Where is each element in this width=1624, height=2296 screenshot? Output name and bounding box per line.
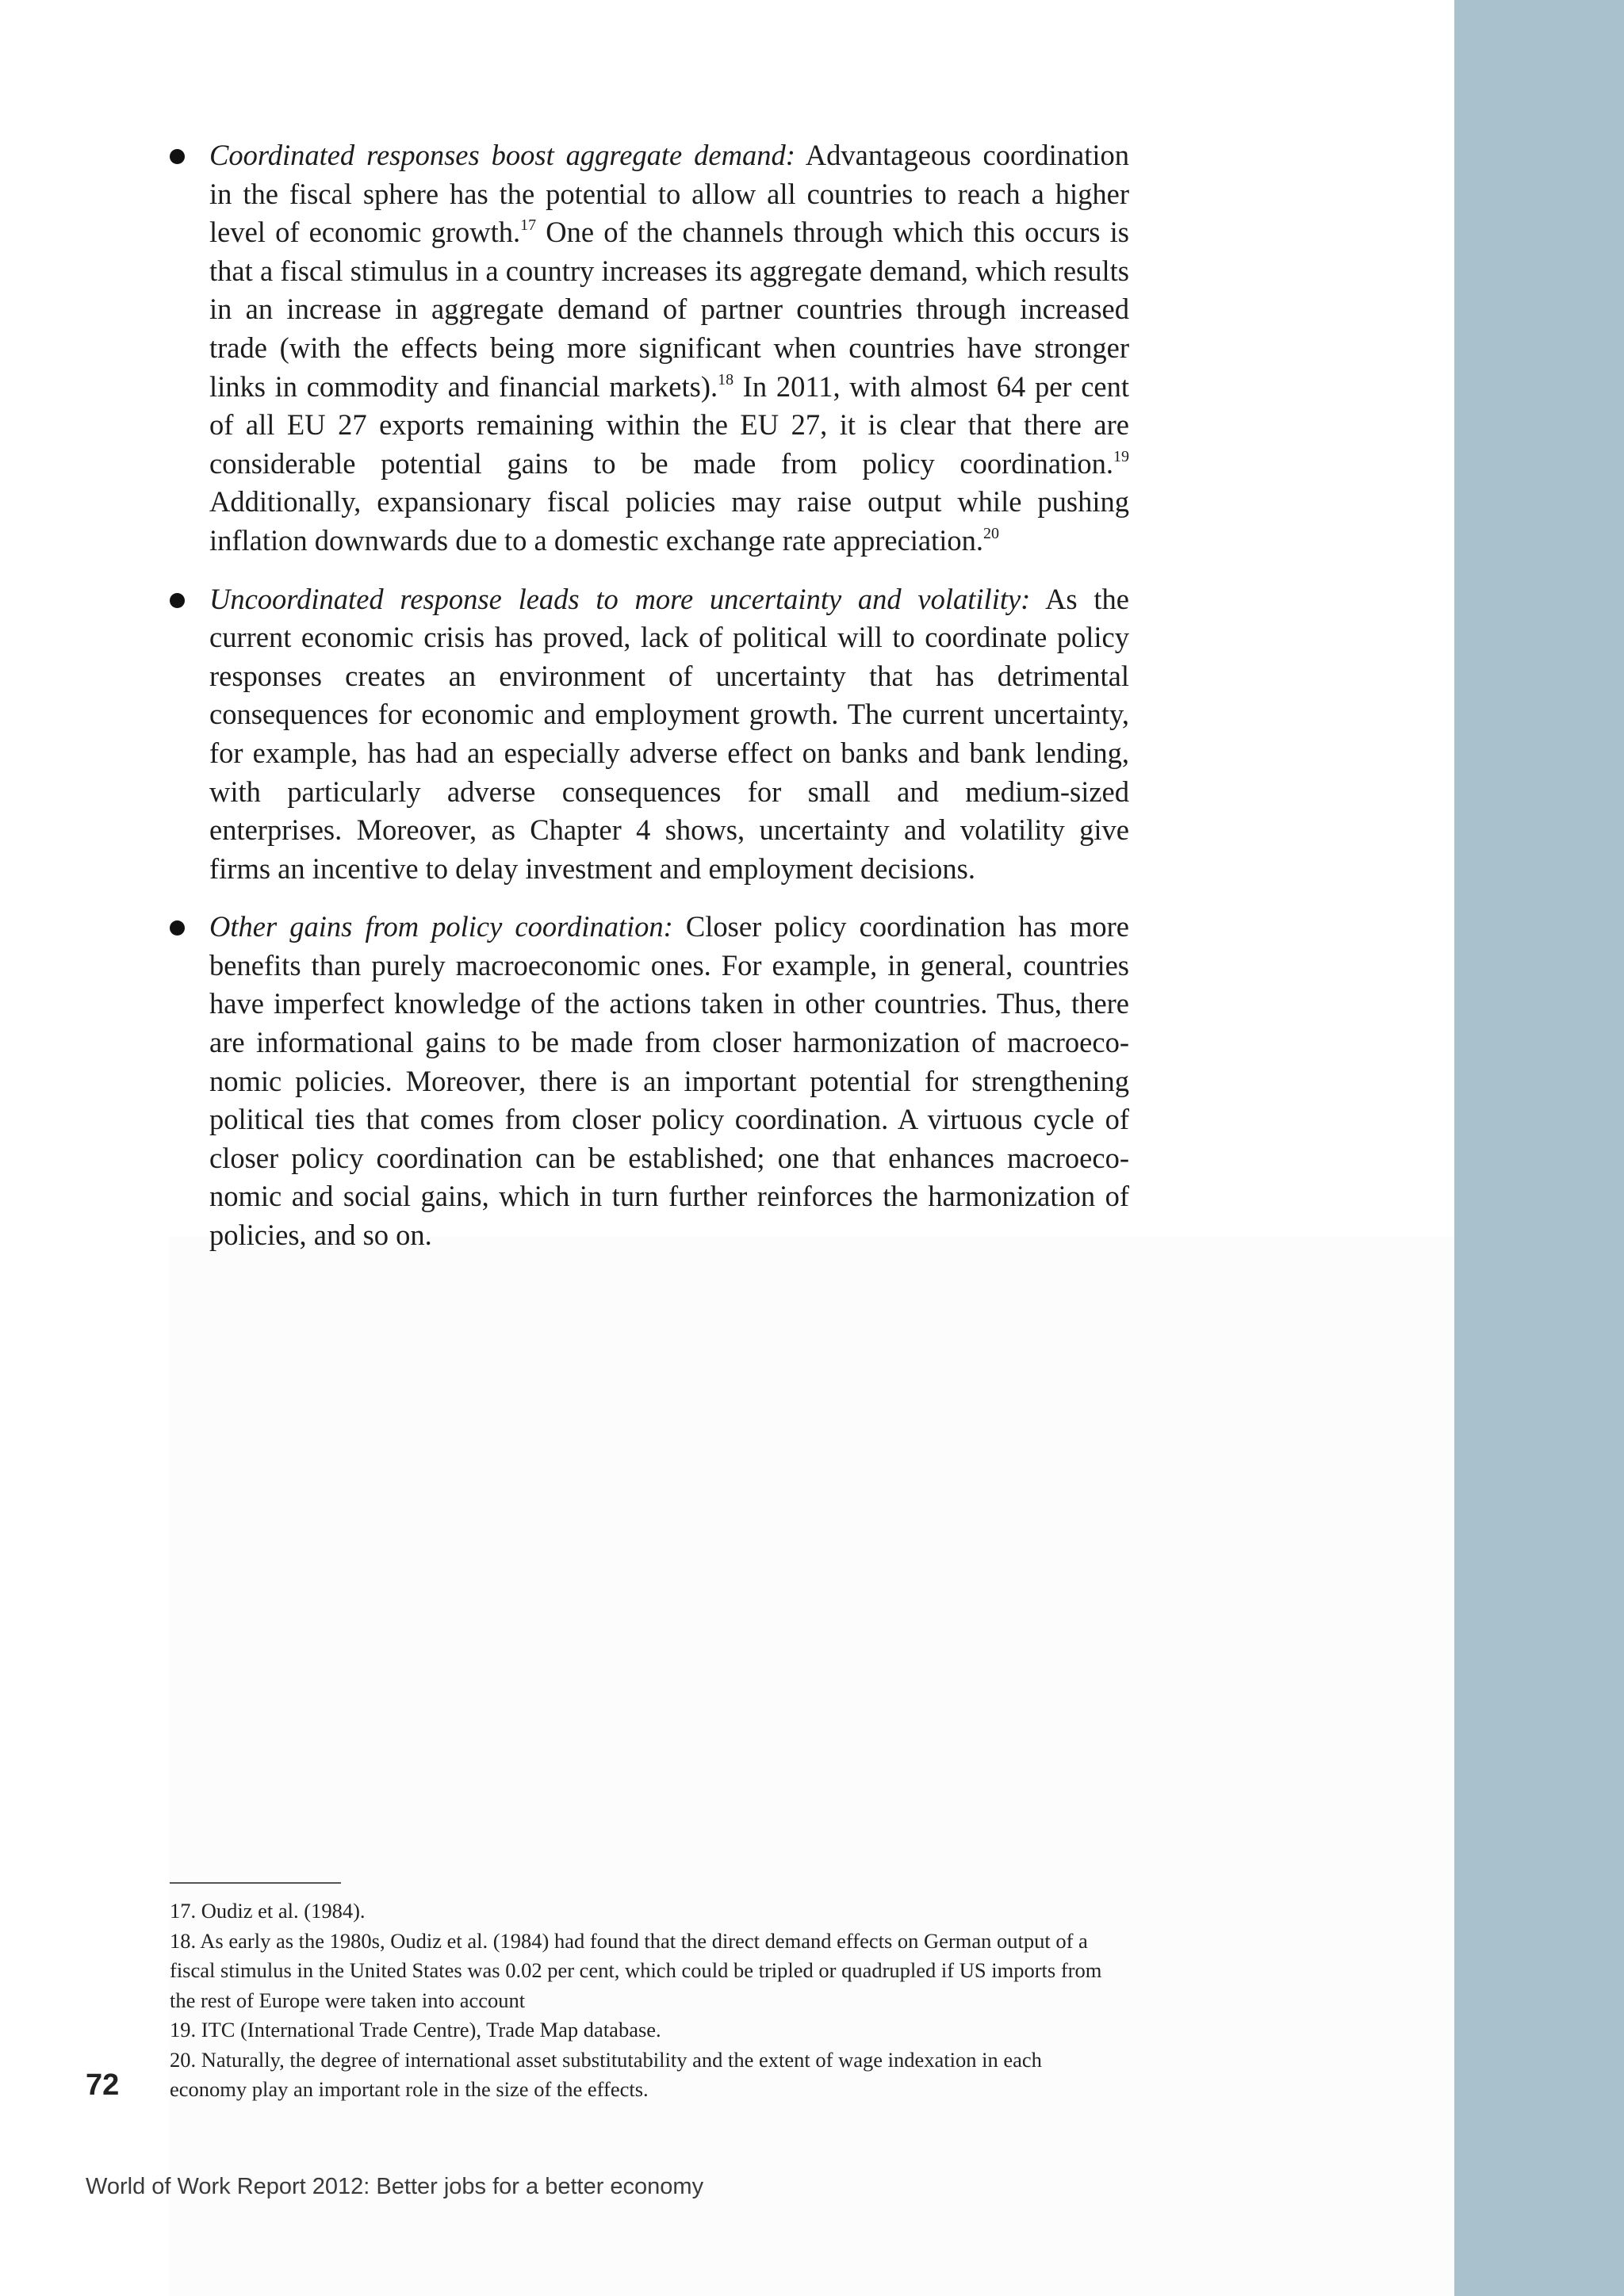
footnote-ref-17[interactable]: 17	[520, 216, 537, 235]
footnote-ref-18[interactable]: 18	[718, 370, 734, 388]
bullet-text: As the current economic crisis has proved, lack of political will to coordinate policy responses creates an environment of uncertainty that has detrimental consequences for economic and employment growth. The current uncertainty, for example, has had an especially adverse effect on banks and bank lending, with particularly adverse consequences for small and medium-sized enterprises. Moreover, as Chapter 4 shows, uncertainty and volatility give firms an incentive to delay investment and employment decisions.	[209, 582, 1129, 885]
bullet-dot-icon	[170, 920, 185, 936]
footnote-separator	[170, 1882, 341, 1884]
bullet-text: In 2011, with almost 64 per cent of all EU 27 exports remaining within the EU 27, it is clear that there are considerable potential gains to be made from policy coordination.	[209, 369, 1130, 480]
footnote-18: 18. As early as the 1980s, Oudiz et al. (1984) had found that the direct demand effects on German output of a fiscal stimulus in the United States was 0.02 per cent, which could be tripled or quadrupled if US imports from the rest of Europe were taken into account	[170, 1928, 1102, 2012]
bullet-text: Additionally, expansionary fiscal policies may raise output while pushing inflation downwards due to a domestic exchange rate appreciation.	[209, 485, 1129, 557]
side-color-band	[1454, 0, 1624, 2296]
bullet-dot-icon	[170, 593, 185, 608]
bullet-coordinated-responses	[209, 136, 1129, 561]
bullet-text: Advantageous coordination in the fiscal sphere has the potential to allow all countries to reach a higher level of economic growth.	[209, 139, 1129, 249]
running-footer: World of Work Report 2012: Better jobs for a better economy	[86, 2174, 704, 2199]
bullet-lead: Uncoordinated response leads to more uncertainty and volatility:	[209, 582, 1031, 615]
footnote-ref-19[interactable]: 19	[1113, 447, 1129, 465]
footnote-17: 17. Oudiz et al. (1984).	[170, 1899, 366, 1923]
bullet-dot-icon	[170, 149, 185, 164]
bullet-list	[209, 136, 1129, 1275]
bullet-uncoordinated-response	[209, 580, 1129, 889]
bullet-text: Closer policy coordination has more benefits than purely macroeconomic ones. For example, in general, countries have imperfect knowledge of the actions taken in other countries. Thus, there are informational gains to be made from closer harmonization of macroeconomic policies. Moreover, there is an important potential for strengthening political ties that comes from closer policy coordination. A virtuous cycle of closer policy coordination can be established; one that enhances macroeconomic and social gains, which in turn further reinforces the harmonization of policies, and so on.	[209, 910, 1129, 1252]
page-lower-shade	[170, 1237, 1454, 2296]
bullet-lead: Other gains from policy coordination:	[209, 910, 673, 943]
page-number: 72	[86, 2068, 120, 2102]
footnote-ref-20[interactable]: 20	[983, 524, 1000, 542]
bullet-lead: Coordinated responses boost aggregate demand:	[209, 139, 795, 171]
bullet-text: One of the channels through which this occurs is that a fiscal stimulus in a country increases its aggregate demand, which results in an increase in aggregate demand of partner countries through increased trade (with the effects being more significant when countries have stronger links in commodity and financial markets).	[209, 216, 1129, 403]
footnotes	[170, 1896, 1121, 2105]
footnote-19: 19. ITC (International Trade Centre), Trade Map database.	[170, 2018, 661, 2042]
bullet-other-gains	[209, 908, 1129, 1254]
footnote-20: 20. Naturally, the degree of international asset substitutability and the extent of wage indexation in each economy play an important role in the size of the effects.	[170, 2047, 1042, 2101]
